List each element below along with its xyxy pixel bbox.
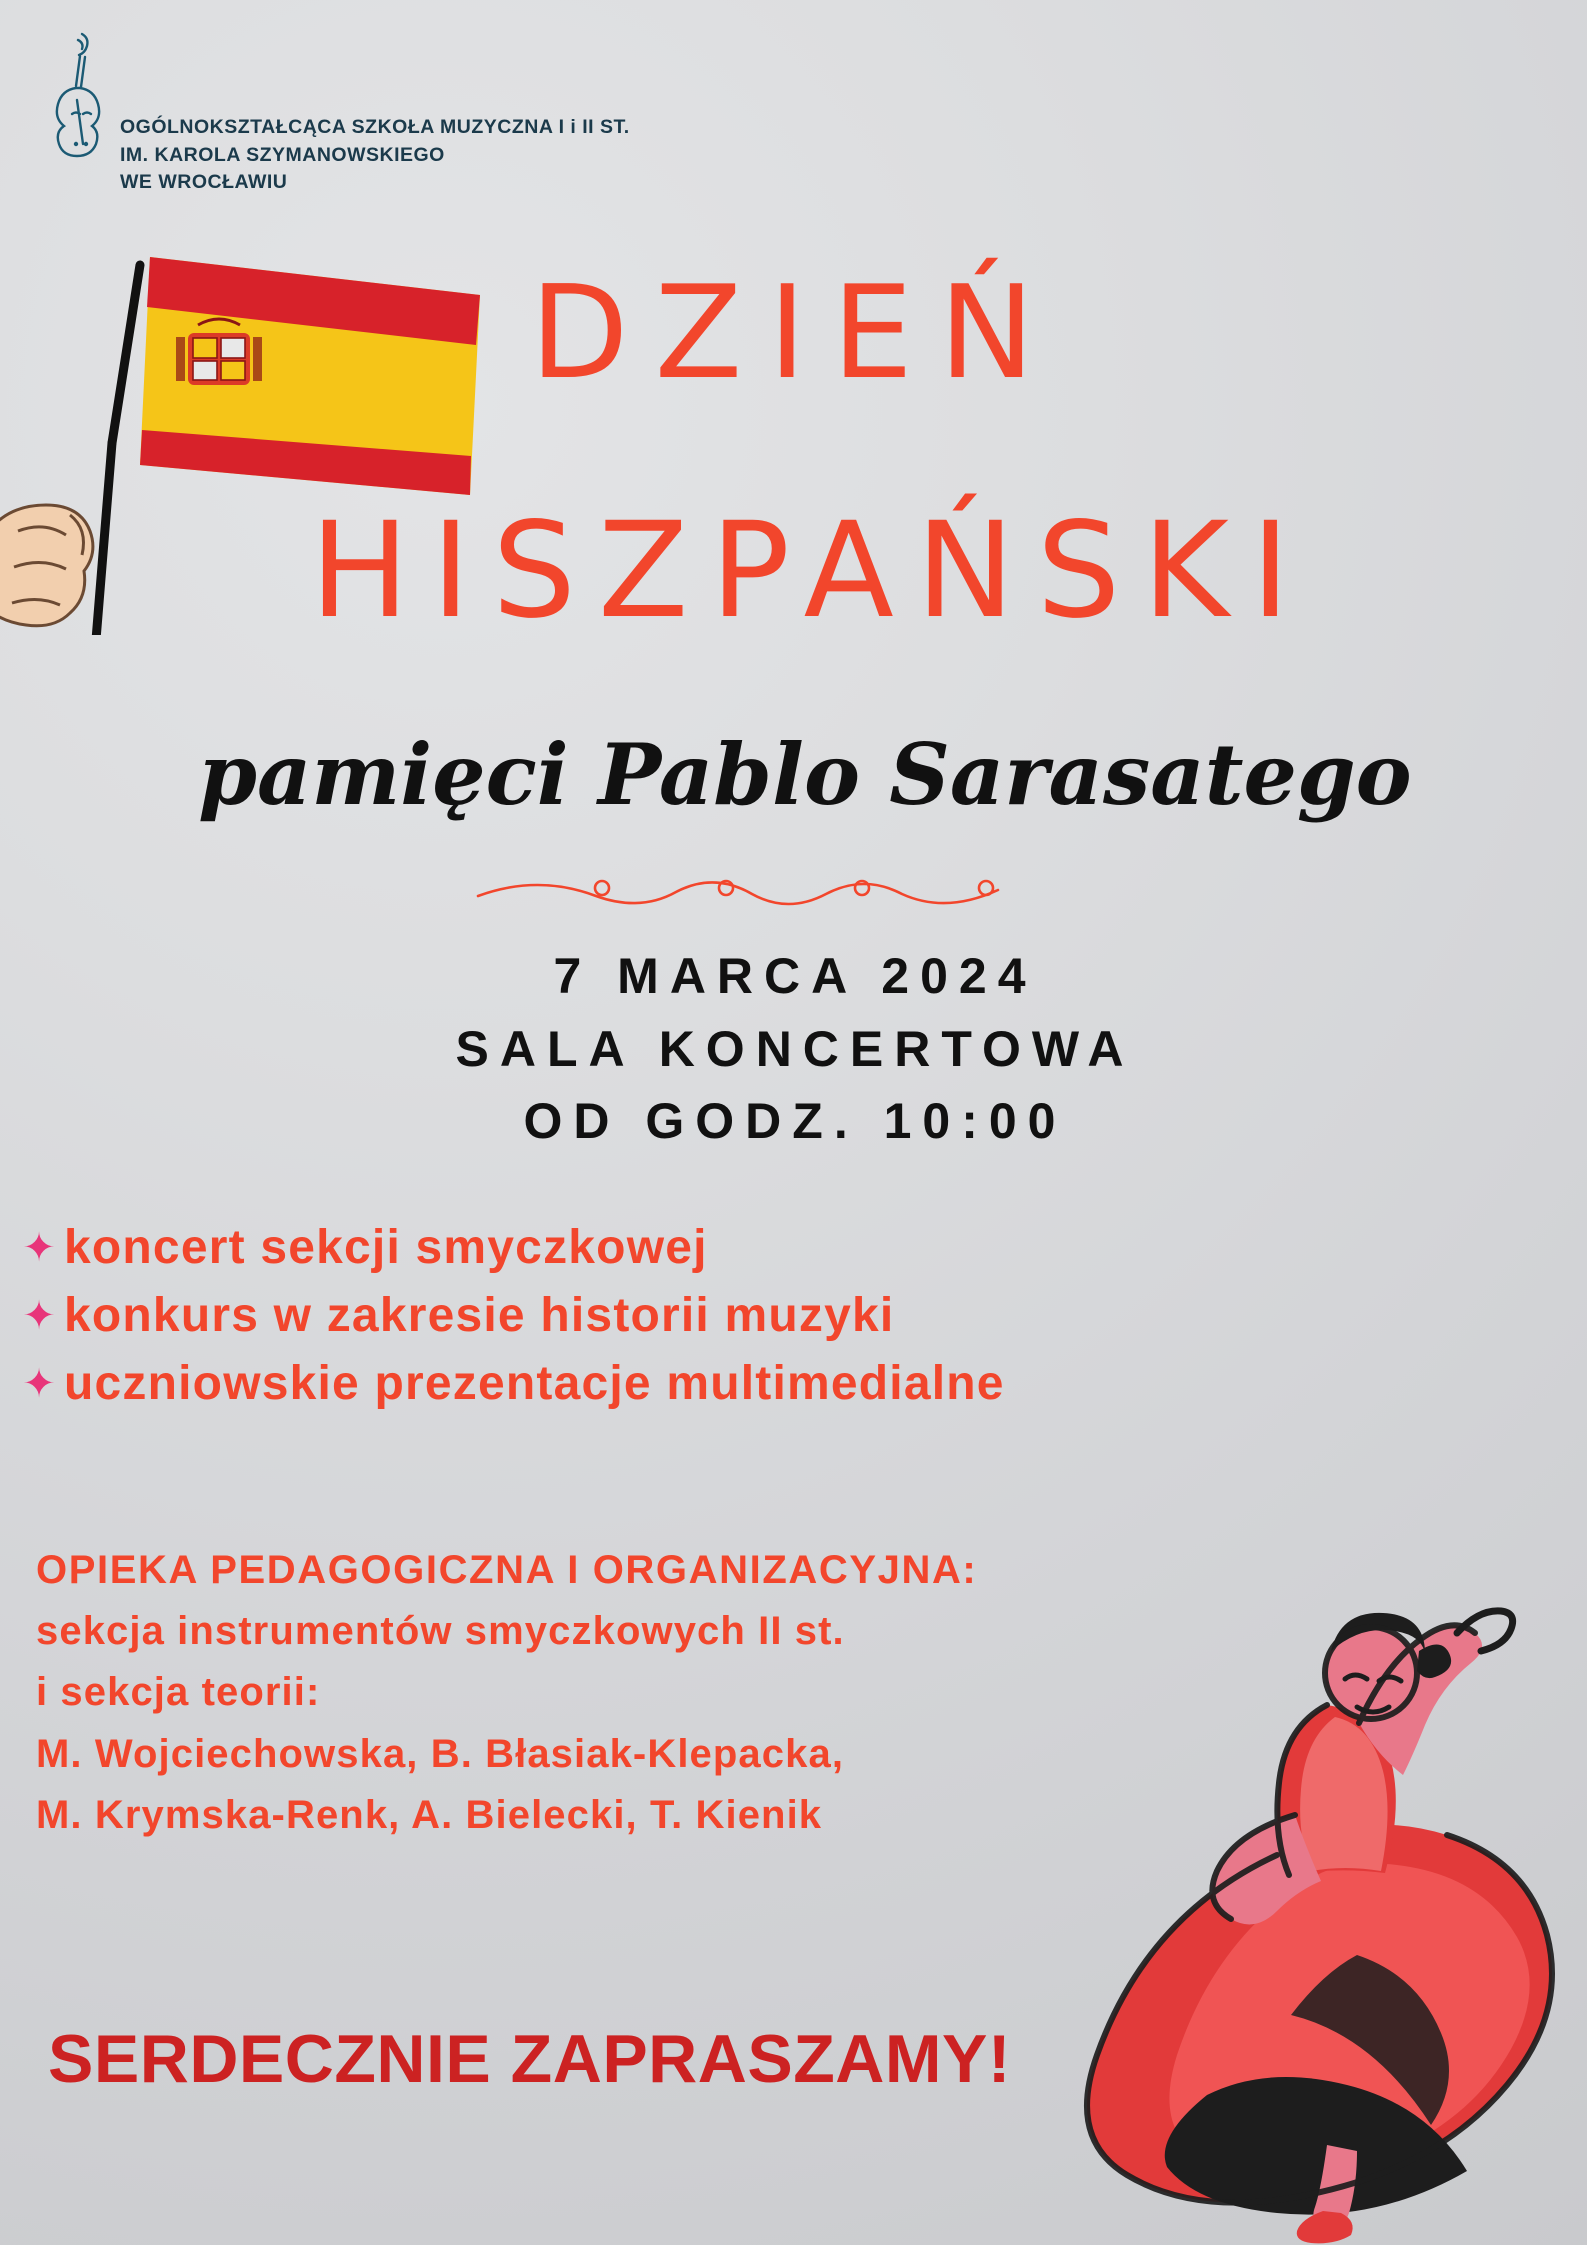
program-list <box>20 1220 1420 1424</box>
event-details <box>190 940 1400 1158</box>
program-item-label: uczniowskie prezentacje multimedialne <box>64 1357 1005 1410</box>
sparkle-icon: ✦ <box>22 1293 56 1338</box>
sparkle-icon: ✦ <box>22 1361 56 1406</box>
program-item-label: konkurs w zakresie historii muzyki <box>64 1289 895 1342</box>
list-item <box>20 1288 1420 1343</box>
organizers-line-3: M. Wojciechowska, B. Błasiak-Klepacka, <box>36 1731 845 1776</box>
violin-icon <box>52 28 106 178</box>
flag-body-icon <box>140 257 480 495</box>
poster-title-line-2: HISZPAŃSKI <box>310 494 1312 648</box>
organizers-line-2: i sekcja teorii: <box>36 1670 321 1715</box>
list-item <box>20 1220 1420 1275</box>
school-name-line-1: OGÓLNOKSZTAŁCĄCA SZKOŁA MUZYCZNA I i II ST. <box>120 116 630 138</box>
school-name <box>120 28 630 197</box>
flag-pole-icon <box>78 265 140 635</box>
closing-invitation: SERDECZNIE ZAPRASZAMY! <box>48 2021 1012 2097</box>
event-date: 7 MARCA 2024 <box>553 948 1037 1004</box>
school-name-line-2: IM. KAROLA SZYMANOWSKIEGO <box>120 143 445 166</box>
poster-subtitle: pamięci Pablo Sarasatego <box>198 725 1412 824</box>
event-time: OD GODZ. 10:00 <box>523 1093 1067 1149</box>
flamenco-dancer-illustration <box>1027 1455 1587 2245</box>
school-name-line-3: WE WROCŁAWIU <box>120 171 288 194</box>
event-venue: SALA KONCERTOWA <box>455 1020 1135 1077</box>
flourish-divider-icon <box>470 872 1120 918</box>
school-identity <box>52 28 630 197</box>
organizers-line-1: sekcja instrumentów smyczkowych II st. <box>36 1609 845 1654</box>
organizers-line-4: M. Krymska-Renk, A. Bielecki, T. Kienik <box>36 1792 823 1837</box>
organizers-heading: OPIEKA PEDAGOGICZNA I ORGANIZACYJNA: <box>36 1548 978 1592</box>
list-item <box>20 1356 1420 1411</box>
hand-holding-flag-icon <box>0 505 93 626</box>
poster-title-line-1: DZIEŃ <box>530 259 1061 408</box>
program-item-label: koncert sekcji smyczkowej <box>64 1221 708 1274</box>
sparkle-icon: ✦ <box>22 1225 56 1270</box>
